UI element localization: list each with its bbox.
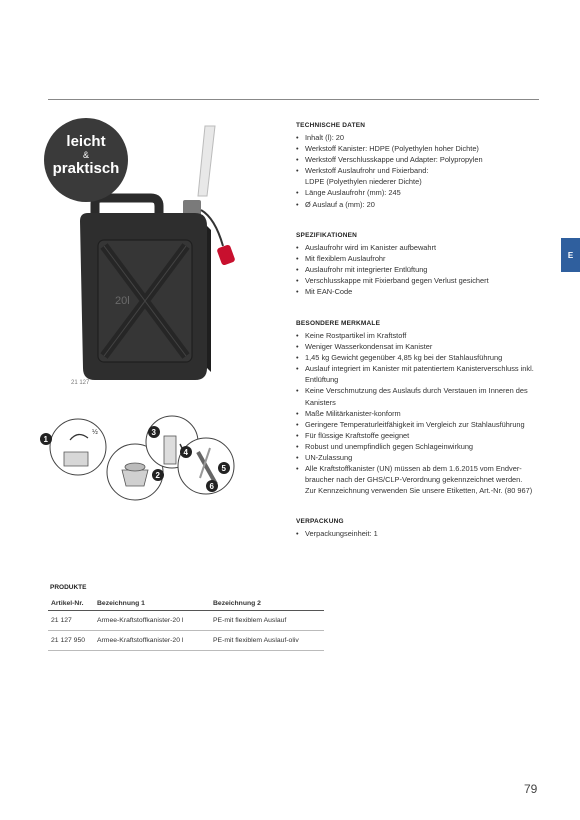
badge-amp: & bbox=[82, 150, 89, 160]
list-item: • UN-Zulassung bbox=[296, 452, 541, 463]
list-item: • Werkstoff Kanister: HDPE (Polyethylen hoher Dichte) bbox=[296, 143, 541, 154]
table-row bbox=[48, 631, 324, 651]
table-row bbox=[48, 611, 324, 631]
step-4: 4 bbox=[183, 448, 188, 457]
specifications-title: SPEZIFIKATIONEN bbox=[296, 232, 358, 239]
list-item: • 1,45 kg Gewicht gegenüber 4,85 kg bei der Stahlausführung bbox=[296, 352, 541, 363]
products-title: PRODUKTE bbox=[50, 584, 87, 591]
canister-capacity-label: 20l bbox=[115, 295, 130, 307]
list-item: • Für flüssige Kraftstoffe geeignet bbox=[296, 430, 541, 441]
list-item: • Mit EAN-Code bbox=[296, 286, 541, 297]
table-header-row bbox=[48, 597, 324, 611]
specifications-list bbox=[296, 242, 541, 297]
cell-designation-1: Armee-Kraftstoffkanister-20 l bbox=[94, 611, 210, 631]
col-article-no: Artikel-Nr. bbox=[48, 597, 94, 611]
leicht-praktisch-badge bbox=[44, 118, 128, 202]
cell-designation-2: PE-mit flexiblem Auslauf bbox=[210, 611, 324, 631]
section-tab-e[interactable]: E bbox=[561, 238, 580, 272]
cell-designation-2: PE-mit flexiblem Auslauf-oliv bbox=[210, 631, 324, 651]
step-1: 1 bbox=[43, 435, 48, 444]
step-5: 5 bbox=[221, 464, 226, 473]
cell-article-no: 21 127 950 bbox=[48, 631, 94, 651]
list-item: • Verpackungseinheit: 1 bbox=[296, 528, 541, 539]
features-title: BESONDERE MERKMALE bbox=[296, 320, 381, 327]
step-6: 6 bbox=[209, 482, 214, 491]
list-item: • Länge Auslaufrohr (mm): 245 bbox=[296, 187, 541, 198]
col-designation-2: Bezeichnung 2 bbox=[210, 597, 324, 611]
technical-data-title: TECHNISCHE DATEN bbox=[296, 122, 366, 129]
step-3: 3 bbox=[151, 428, 156, 437]
list-item: • Inhalt (l): 20 bbox=[296, 132, 541, 143]
badge-line2: praktisch bbox=[52, 160, 120, 177]
technical-data-section bbox=[296, 122, 541, 210]
list-item: • Robust und unempfindlich gegen Schlageinwirkung bbox=[296, 441, 541, 452]
packaging-section bbox=[296, 518, 541, 539]
cell-article-no: 21 127 bbox=[48, 611, 94, 631]
packaging-title: VERPACKUNG bbox=[296, 518, 344, 525]
list-item: • Werkstoff Auslaufrohr und Fixierband: LDPE (Polyethylen niederer Dichte) bbox=[296, 165, 541, 187]
products-table bbox=[48, 597, 324, 651]
features-list bbox=[296, 330, 541, 496]
list-item: • Ø Auslauf a (mm): 20 bbox=[296, 199, 541, 210]
list-item: • Maße Militärkanister-konform bbox=[296, 408, 541, 419]
cell-designation-1: Armee-Kraftstoffkanister-20 l bbox=[94, 631, 210, 651]
step-2: 2 bbox=[155, 471, 160, 480]
features-section bbox=[296, 320, 541, 496]
half-turn-label: ½ bbox=[92, 429, 98, 436]
list-item: • Keine Verschmutzung des Auslaufs durch Verstauen im Inneren des Kanisters bbox=[296, 385, 541, 407]
top-rule bbox=[48, 99, 539, 100]
packaging-list bbox=[296, 528, 541, 539]
specifications-section bbox=[296, 232, 541, 297]
list-item: • Mit flexiblem Auslaufrohr bbox=[296, 253, 541, 264]
list-item: • Auslaufrohr mit integrierter Entlüftung bbox=[296, 264, 541, 275]
list-item: • Auslaufrohr wird im Kanister aufbewahrt bbox=[296, 242, 541, 253]
list-item: • Keine Rostpartikel im Kraftstoff bbox=[296, 330, 541, 341]
page-number: 79 bbox=[524, 782, 538, 796]
list-item: • Auslauf integriert im Kanister mit patentiertem Kanisterverschluss inkl. Entlüftung bbox=[296, 363, 541, 385]
list-item: • Werkstoff Verschlusskappe und Adapter: Polypropylen bbox=[296, 154, 541, 165]
list-item: • Verschlusskappe mit Fixierband gegen Verlust gesichert bbox=[296, 275, 541, 286]
list-item: • Geringere Temperaturleitfähigkeit im Vergleich zur Stahlausführung bbox=[296, 419, 541, 430]
technical-data-list bbox=[296, 132, 541, 210]
badge-line1: leicht bbox=[66, 133, 106, 150]
instruction-diagrams bbox=[30, 412, 270, 512]
col-designation-1: Bezeichnung 1 bbox=[94, 597, 210, 611]
image-caption: 21 127 bbox=[71, 380, 90, 386]
list-item: • Alle Kraftstoffkanister (UN) müssen ab dem 1.6.2015 vom Endver- braucher nach der GHS/CLP-Verordnung gekennzeichnet werden. Zur Kennzeichnung verwenden Sie unsere Etiketten, Art.-Nr. (80 967) bbox=[296, 463, 541, 496]
list-item: • Weniger Wasserkondensat im Kanister bbox=[296, 341, 541, 352]
